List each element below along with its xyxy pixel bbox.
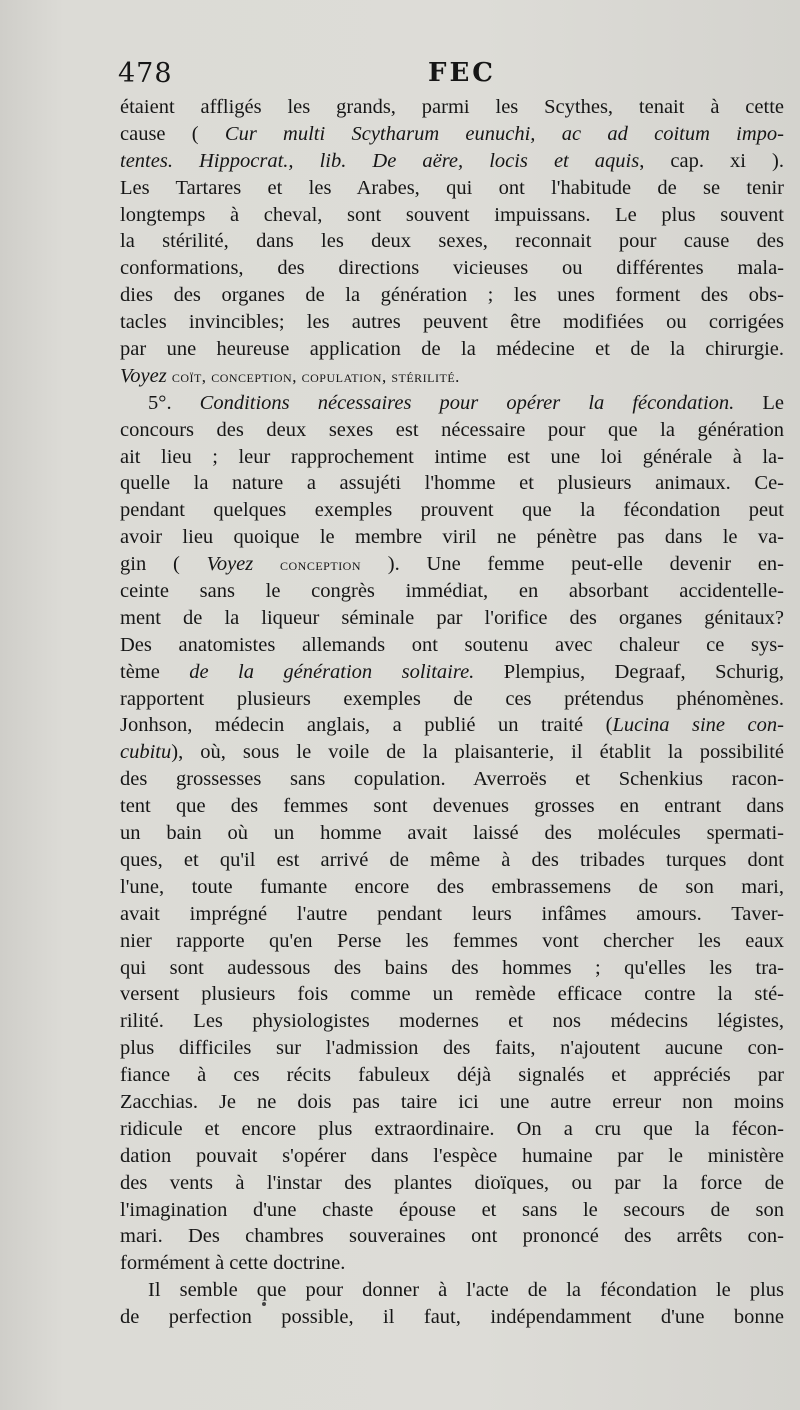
text-line — [120, 820, 784, 847]
italic-text: cubitu — [120, 741, 172, 764]
text-line — [120, 847, 784, 874]
text-segment: Plempius, Degraaf, Schurig, — [474, 660, 784, 683]
italic-text: Voyez — [206, 553, 254, 576]
running-head: FEC — [428, 58, 496, 88]
text-line — [120, 632, 784, 659]
text-segment: formément à cette doctrine. — [120, 1252, 346, 1275]
text-segment: plus difficiles sur l'admission des faits, n'ajoutent aucune con- — [120, 1037, 784, 1060]
ink-speck — [262, 1302, 266, 1306]
text-segment: Zacchias. Je ne dois pas taire ici une autre erreur non moins — [120, 1090, 784, 1113]
text-line — [120, 1089, 784, 1116]
text-line — [120, 739, 784, 766]
text-segment: étaient affligés les grands, parmi les Scythes, tenait à cette — [120, 96, 784, 118]
text-segment: ). Une femme peut-elle devenir en- — [361, 553, 784, 576]
text-segment: 5°. — [148, 391, 200, 414]
text-segment: l'imagination d'une chaste épouse et sans le secours de son — [120, 1198, 784, 1221]
text-segment: ), où, sous le voile de la plaisanterie, il établit la possibilité — [171, 741, 784, 764]
text-line — [120, 444, 784, 471]
text-line — [120, 390, 784, 417]
text-line — [120, 94, 784, 121]
text-line — [120, 578, 784, 605]
text-line — [120, 1277, 784, 1304]
italic-text: de la génération solitaire. — [189, 660, 475, 683]
text-line — [120, 1008, 784, 1035]
text-segment: ceinte sans le congrès immédiat, en absorbant accidentelle- — [120, 580, 784, 603]
text-segment: Des anatomistes allemands ont soutenu avec chaleur ce sys- — [120, 633, 784, 656]
text-line — [120, 1304, 784, 1331]
text-line — [120, 659, 784, 686]
text-segment: pendant quelques exemples prouvent que la fécondation peut — [120, 499, 784, 522]
text-line — [120, 1250, 784, 1277]
text-segment: conformations, des directions vicieuses ou différentes mala- — [120, 257, 784, 280]
text-line — [120, 1170, 784, 1197]
text-line — [120, 1223, 784, 1250]
text-segment: , cap. xi ). — [639, 149, 784, 172]
text-segment: dation pouvait s'opérer dans l'espèce humaine par le ministère — [120, 1144, 784, 1167]
text-segment: cause ( — [120, 122, 225, 145]
italic-text: tentes. Hippocrat., lib. De aëre, locis et aquis — [120, 149, 640, 172]
text-segment: un bain où un homme avait laissé des molécules spermati- — [120, 822, 784, 845]
text-segment: Le — [734, 391, 784, 414]
italic-text: Conditions nécessaires pour opérer la fécondation. — [199, 391, 735, 414]
text-segment: par une heureuse application de la médecine et de la chirurgie. — [120, 338, 784, 361]
text-segment: la stérilité, dans les deux sexes, reconnait pour cause des — [120, 230, 784, 253]
text-line — [120, 1197, 784, 1224]
page-number: 478 — [118, 58, 173, 89]
text-segment: des vents à l'instar des plantes dioïques, ou par la force de — [120, 1171, 784, 1194]
text-segment: avait imprégné l'autre pendant leurs infâmes amours. Taver- — [120, 902, 784, 925]
text-line — [120, 255, 784, 282]
text-segment: Jonhson, médecin anglais, a publié un traité ( — [120, 714, 613, 737]
text-segment: ait lieu ; leur rapprochement intime est une loi générale à la- — [120, 445, 784, 468]
text-line — [120, 1116, 784, 1143]
text-line — [120, 928, 784, 955]
text-segment: tacles invincibles; les autres peuvent être modifiées ou corrigées — [120, 311, 784, 334]
small-caps-text: coït, conception, copulation, stérilité. — [171, 366, 460, 386]
text-segment: l'une, toute fumante encore des embrassemens de son mari, — [120, 875, 784, 898]
text-line — [120, 981, 784, 1008]
text-line — [120, 605, 784, 632]
text-segment: Il semble que pour donner à l'acte de la fécondation le plus — [148, 1279, 784, 1302]
text-line — [120, 417, 784, 444]
text-line — [120, 1143, 784, 1170]
text-segment — [253, 553, 280, 575]
text-segment: Les Tartares et les Arabes, qui ont l'habitude de se tenir — [120, 176, 784, 199]
text-segment: de perfection possible, il faut, indépendamment d'une bonne — [120, 1306, 784, 1329]
text-segment: dies des organes de la génération ; les unes forment des obs- — [120, 284, 784, 307]
text-line — [120, 524, 784, 551]
text-line — [120, 282, 784, 309]
italic-text: Lucina sine con- — [612, 714, 784, 737]
text-segment: gin ( — [120, 553, 207, 576]
text-segment: rapportent plusieurs exemples de ces prétendus phénomènes. — [120, 687, 784, 710]
text-line — [120, 148, 784, 175]
text-segment: nier rapporte qu'en Perse les femmes vont chercher les eaux — [120, 929, 784, 952]
text-line — [120, 1035, 784, 1062]
italic-text: Voyez — [120, 364, 167, 387]
text-segment: concours des deux sexes est nécessaire pour que la génération — [120, 418, 784, 441]
text-segment: fiance à ces récits fabuleux déjà signalés et appréciés par — [120, 1064, 784, 1087]
text-segment: tent que des femmes sont devenues grosses en entrant dans — [120, 795, 784, 818]
text-line — [120, 551, 784, 578]
text-segment: avoir lieu quoique le membre viril ne pénètre pas dans le va- — [120, 526, 784, 549]
text-line — [120, 686, 784, 713]
text-line — [120, 363, 784, 390]
text-line — [120, 228, 784, 255]
text-line — [120, 309, 784, 336]
text-line — [120, 712, 784, 739]
text-line — [120, 336, 784, 363]
text-line — [120, 470, 784, 497]
small-caps-text: conception — [280, 555, 362, 575]
text-line — [120, 793, 784, 820]
text-segment: ques, et qu'il est arrivé de même à des tribades turques dont — [120, 848, 784, 871]
page-header — [0, 58, 800, 94]
text-line — [120, 766, 784, 793]
text-segment: ridicule et encore plus extraordinaire. On a cru que la fécon- — [120, 1117, 784, 1140]
text-line — [120, 955, 784, 982]
text-segment: tème — [120, 660, 190, 683]
text-line — [120, 175, 784, 202]
text-line — [120, 121, 784, 148]
text-line — [120, 874, 784, 901]
body-text — [120, 94, 784, 1331]
text-segment: longtemps à cheval, sont souvent impuissans. Le plus souvent — [120, 203, 784, 226]
italic-text: Cur multi Scytharum eunuchi, ac ad coitum impo- — [224, 122, 784, 145]
text-segment: versent plusieurs fois comme un remède efficace contre la sté- — [120, 983, 784, 1006]
text-line — [120, 202, 784, 229]
text-line — [120, 901, 784, 928]
text-segment: mari. Des chambres souveraines ont prononcé des arrêts con- — [120, 1225, 784, 1248]
text-segment: des grossesses sans copulation. Averroës et Schenkius racon- — [120, 768, 784, 791]
text-segment: qui sont audessous des bains des hommes ; qu'elles les tra- — [120, 956, 784, 979]
text-segment: rilité. Les physiologistes modernes et nos médecins légistes, — [120, 1010, 784, 1033]
text-line — [120, 1062, 784, 1089]
text-line — [120, 497, 784, 524]
text-segment: quelle la nature a assujéti l'homme et plusieurs animaux. Ce- — [120, 472, 784, 495]
text-segment: ment de la liqueur séminale par l'orifice des organes génitaux? — [120, 606, 784, 629]
